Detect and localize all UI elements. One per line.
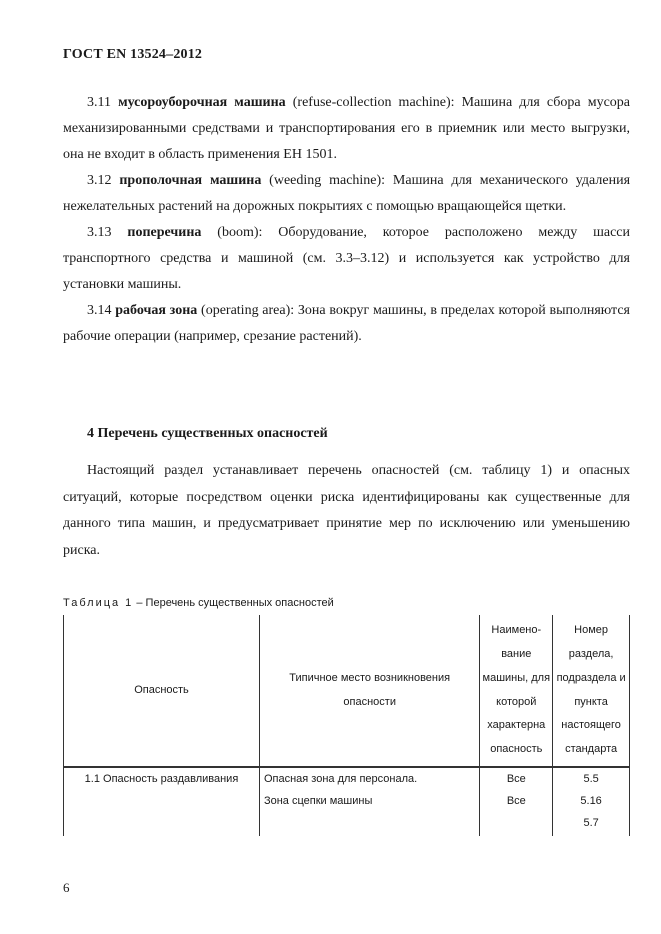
machine-line: Все — [506, 795, 526, 807]
definition-term: рабочая зона — [115, 303, 198, 318]
table-row — [64, 767, 630, 836]
cell-machines — [480, 767, 553, 836]
definition-text: (operating area): Зона вокруг машины, в пределах которой выполняются рабочие операции (например, срезание растений). — [63, 303, 630, 344]
definition-number: 3.11 — [87, 95, 111, 110]
definition-text: (weeding machine): Машина для механического удаления нежелательных растений на дорожных покрытиях с помощью вращающейся щетки. — [63, 173, 631, 214]
document-header: ГОСТ EN 13524–2012 — [63, 47, 203, 62]
clause-line: 5.7 — [583, 817, 599, 829]
definition-term: поперечина — [127, 225, 202, 240]
definition-text: (refuse-collection machine): Машина для сбора мусора механизированными средствами и транспортирования его в приемник или место выгрузки, она не входит в область применения ЕН 1501. — [63, 95, 630, 162]
place-line: Опасная зона для персонала. — [263, 773, 418, 785]
definition-3-12 — [63, 168, 630, 220]
column-header-clause: Номер раздела, подраздела и пункта настоящего стандарта — [553, 615, 630, 767]
table-caption-label: Таблица 1 — [63, 597, 134, 609]
table-caption — [63, 597, 334, 609]
table-caption-dash: – — [133, 597, 146, 609]
column-header-machine: Наимено-вание машины, для которой характерна опасность — [480, 615, 553, 767]
definition-3-14 — [63, 298, 630, 350]
table-caption-title: Перечень существенных опасностей — [145, 597, 334, 609]
clause-line: 5.5 — [583, 773, 599, 785]
table-header-row — [64, 615, 630, 767]
cell-hazard — [64, 767, 260, 836]
definitions-block — [63, 90, 630, 350]
hazards-table — [63, 615, 630, 836]
cell-places — [259, 767, 479, 836]
definition-term: прополочная машина — [119, 173, 262, 188]
column-header-place: Типичное место возникновения опасности — [259, 615, 479, 767]
place-line: Зона сцепки машины — [263, 795, 373, 807]
definition-3-13 — [63, 220, 630, 298]
definition-text: (boom): Оборудование, которое расположено между шасси транспортного средства и машиной (см. 3.3–3.12) и используется как устройство для установки машины. — [63, 225, 631, 292]
hazard-text: 1.1 Опасность раздавливания — [84, 773, 239, 785]
definition-number: 3.12 — [87, 173, 112, 188]
machine-line: Все — [506, 773, 526, 785]
clause-line: 5.16 — [580, 795, 602, 807]
definition-number: 3.13 — [87, 225, 112, 240]
section-paragraph: Настоящий раздел устанавливает перечень опасностей (см. таблицу 1) и опасных ситуаций, которые посредством оценки риска идентифицированы как существенные для данного типа машин, и предусматривает принятие мер по исключению или уменьшению риска. — [63, 463, 630, 558]
section-heading: 4 Перечень существенных опасностей — [87, 426, 328, 441]
cell-clauses — [553, 767, 630, 836]
page-number: 6 — [63, 880, 70, 895]
definition-number: 3.14 — [87, 303, 112, 318]
definition-3-11 — [63, 90, 630, 168]
definition-term: мусороуборочная машина — [118, 95, 286, 110]
column-header-hazard: Опасность — [64, 615, 260, 767]
